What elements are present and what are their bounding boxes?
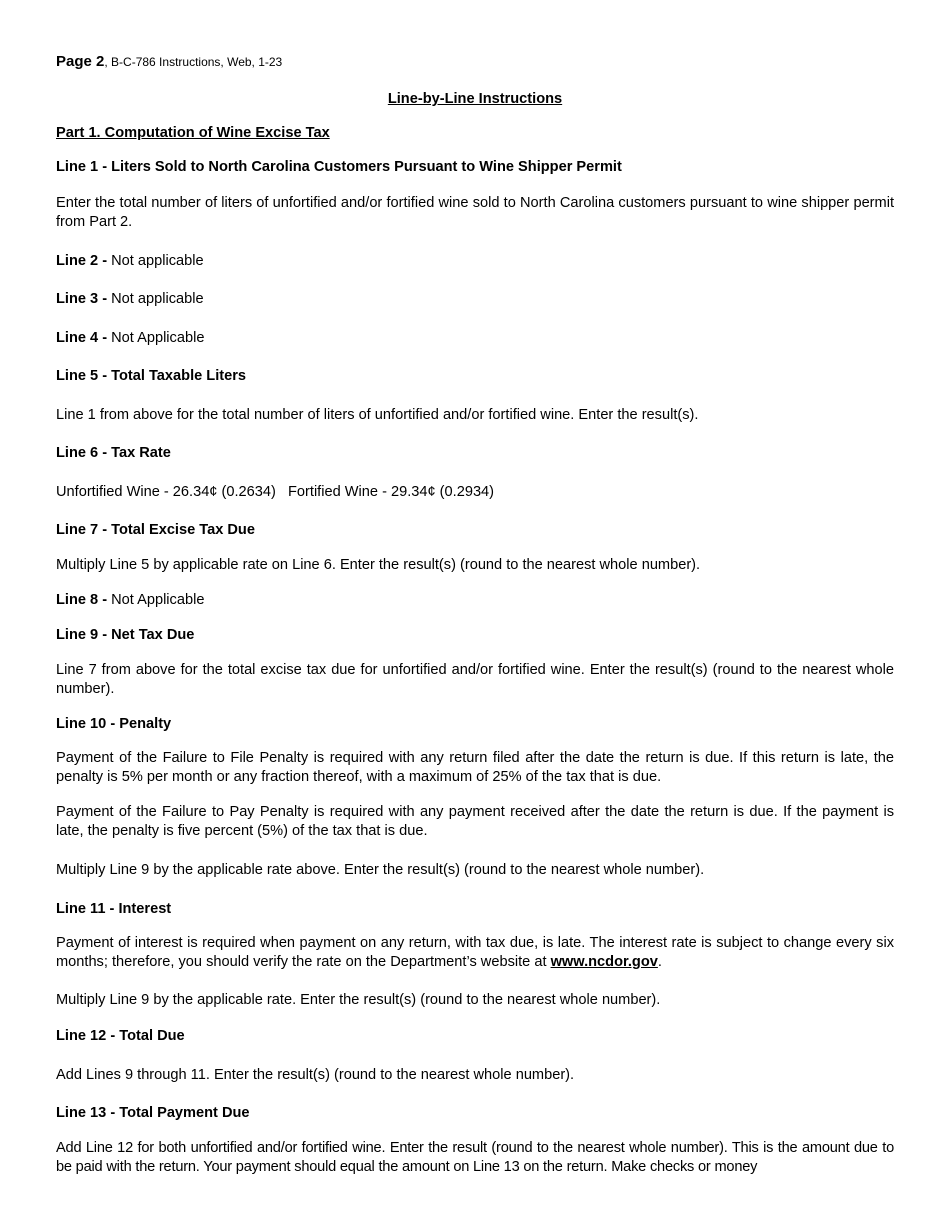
page-header bbox=[56, 52, 894, 72]
line3-heading: Line 3 - bbox=[56, 291, 112, 307]
line2-heading: Line 2 - bbox=[56, 253, 112, 269]
line9-heading: Line 9 - Net Tax Due bbox=[56, 627, 195, 643]
line2 bbox=[56, 252, 894, 271]
line10-failure-to-pay: Payment of the Failure to Pay Penalty is required with any payment received after the date the return is due. If the payment is late, the penalty is five percent (5%) of the tax that is due. bbox=[56, 804, 894, 839]
line12-text: Add Lines 9 through 11. Enter the result(s) (round to the nearest whole number). bbox=[56, 1067, 575, 1083]
part1-heading: Part 1. Computation of Wine Excise Tax bbox=[56, 125, 330, 141]
line2-text: Not applicable bbox=[111, 253, 204, 269]
line10-heading: Line 10 - Penalty bbox=[56, 716, 172, 732]
line6-text: Unfortified Wine - 26.34¢ (0.2634) Fortified Wine - 29.34¢ (0.2934) bbox=[56, 484, 495, 500]
line4-heading: Line 4 - bbox=[56, 330, 112, 346]
line7-heading: Line 7 - Total Excise Tax Due bbox=[56, 522, 255, 538]
line11-text-end: . bbox=[657, 954, 662, 970]
line1-heading: Line 1 - Liters Sold to North Carolina Customers Pursuant to Wine Shipper Permit bbox=[56, 159, 622, 175]
line6-heading: Line 6 - Tax Rate bbox=[56, 445, 171, 461]
page-title: Line-by-Line Instructions bbox=[387, 91, 563, 107]
line3 bbox=[56, 290, 894, 309]
line10-instruction: Multiply Line 9 by the applicable rate above. Enter the result(s) (round to the nearest whole number). bbox=[56, 862, 705, 878]
line9-text: Line 7 from above for the total excise tax due for unfortified and/or fortified wine. Enter the result(s) (round to the nearest whole number). bbox=[56, 662, 894, 697]
line3-text: Not applicable bbox=[111, 291, 204, 307]
line8-text: Not Applicable bbox=[111, 592, 205, 608]
line5-heading: Line 5 - Total Taxable Liters bbox=[56, 368, 247, 384]
line1-text: Enter the total number of liters of unfortified and/or fortified wine sold to North Carolina customers pursuant to wine shipper permit from Part 2. bbox=[56, 195, 894, 230]
line10-failure-to-file: Payment of the Failure to File Penalty is required with any return filed after the date the return is due. If this return is late, the penalty is 5% per month or any fraction thereof, with a maximum of 25% of the tax that is due. bbox=[56, 750, 894, 785]
form-meta: , B-C-786 Instructions, Web, 1-23 bbox=[104, 55, 283, 69]
line11-text-body: Payment of interest is required when payment on any return, with tax due, is late. The interest rate is subject to change every six months; therefore, you should verify the rate on the Department’s website at bbox=[56, 935, 894, 970]
line4 bbox=[56, 329, 894, 348]
line8-heading: Line 8 - bbox=[56, 592, 112, 608]
ncdor-website-link[interactable]: www.ncdor.gov bbox=[550, 954, 658, 970]
line11-instruction: Multiply Line 9 by the applicable rate. Enter the result(s) (round to the nearest whole number). bbox=[56, 992, 661, 1008]
line13-text: Add Line 12 for both unfortified and/or fortified wine. Enter the result (round to the nearest whole number). This is the amount due to be paid with the return. Your payment should equal the amount on Line 13 on the return. Make checks or money bbox=[56, 1140, 894, 1175]
line5-text: Line 1 from above for the total number of liters of unfortified and/or fortified wine. Enter the result(s). bbox=[56, 407, 699, 423]
line8 bbox=[56, 591, 894, 610]
line7-text: Multiply Line 5 by applicable rate on Line 6. Enter the result(s) (round to the nearest whole number). bbox=[56, 557, 701, 573]
line11-heading: Line 11 - Interest bbox=[56, 901, 172, 917]
line12-heading: Line 12 - Total Due bbox=[56, 1028, 185, 1044]
line11-text bbox=[56, 934, 894, 972]
line4-text: Not Applicable bbox=[111, 330, 205, 346]
page-number: Page 2 bbox=[56, 53, 105, 70]
line13-heading: Line 13 - Total Payment Due bbox=[56, 1105, 250, 1121]
